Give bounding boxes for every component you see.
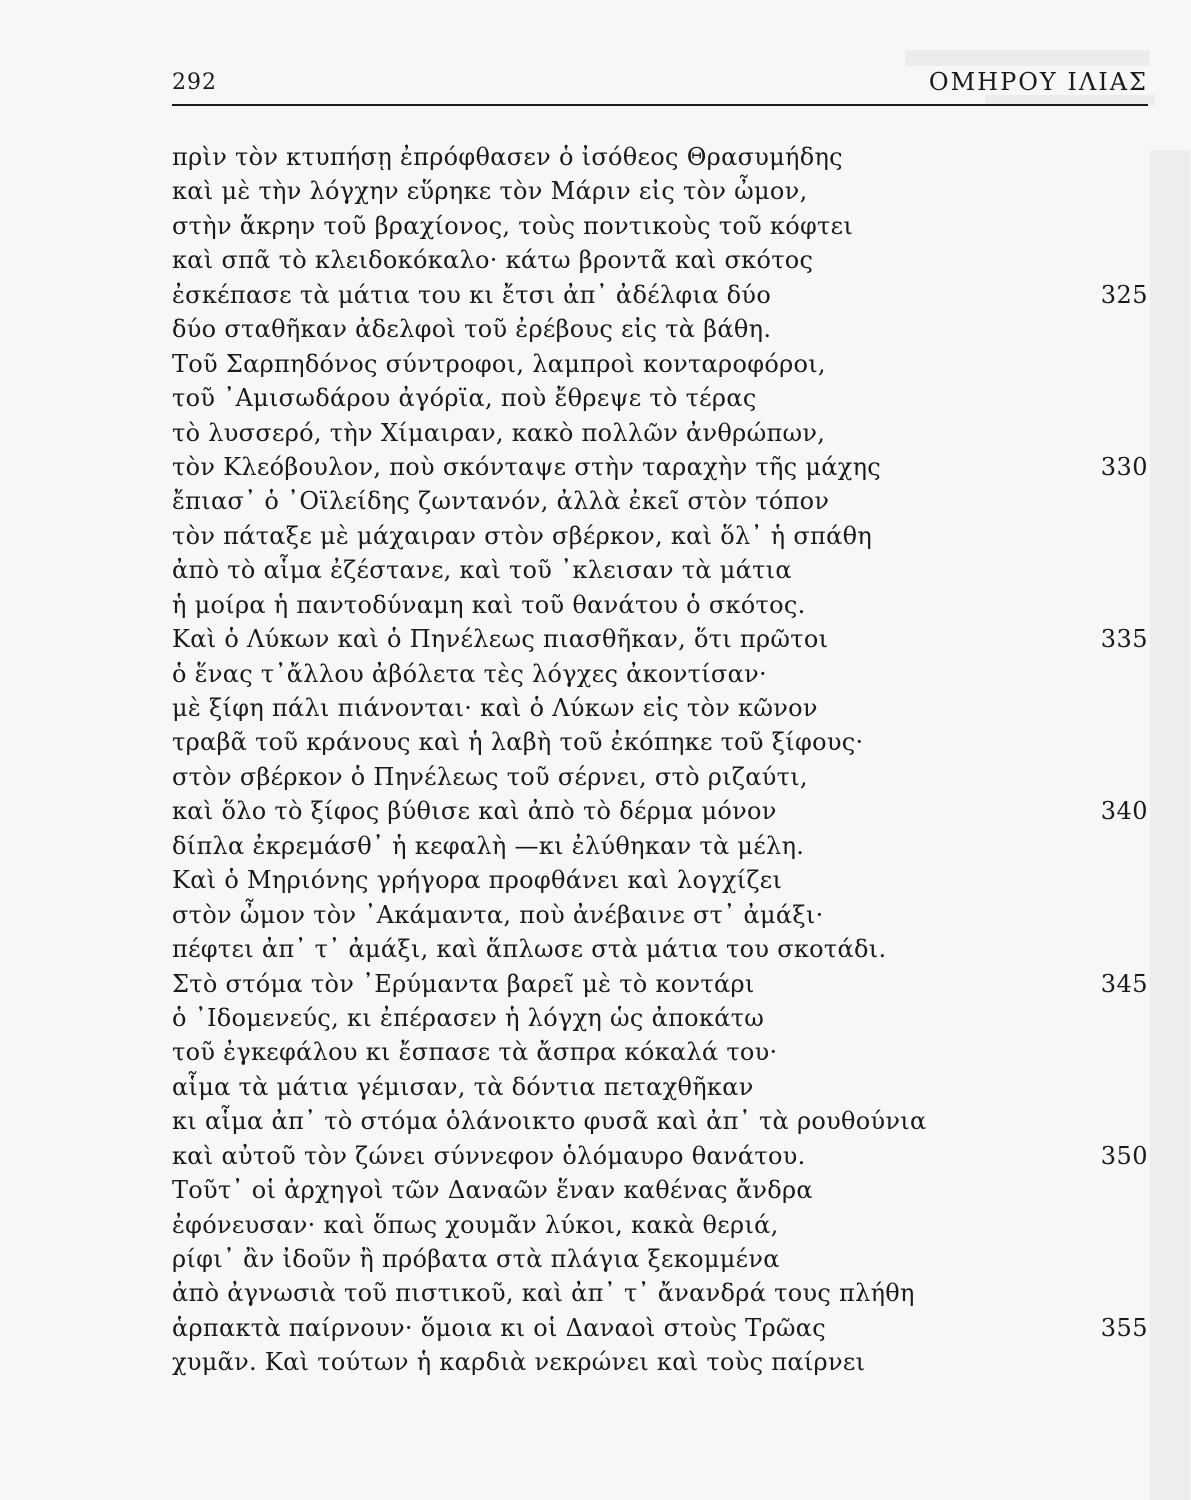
page-header [172,66,1148,106]
line-number: 355 [1100,1313,1148,1342]
verse-text: ἀπὸ ἀγνωσιὰ τοῦ πιστικοῦ, καὶ ἀπ᾽ τ᾽ ἄνανδρά τους πλήθη [172,1279,915,1308]
verse-text: καὶ σπᾶ τὸ κλειδοκόκαλο· κάτω βροντᾶ καὶ σκότος [172,246,814,275]
verse-line [172,863,1148,897]
verse-line [172,1242,1148,1276]
verse-text: Τοῦτ᾽ οἱ ἀρχηγοὶ τῶν Δαναῶν ἕναν καθένας ἄνδρα [172,1176,813,1205]
verse-text: τραβᾶ τοῦ κράνους καὶ ἡ λαβὴ τοῦ ἐκόπηκε τοῦ ξίφους· [172,728,864,757]
verse-text: δύο σταθῆκαν ἀδελφοὶ τοῦ ἐρέβους εἰς τὰ βάθη. [172,315,772,344]
verse-text: ἀπὸ τὸ αἷμα ἐζέστανε, καὶ τοῦ ᾿κλεισαν τὰ μάτια [172,556,792,585]
verse-text: ὁ ἕνας τ᾽ἄλλου ἀβόλετα τὲς λόγχες ἀκοντίσαν· [172,659,767,688]
verse-line [172,1311,1148,1345]
verse-text: ἐσκέπασε τὰ μάτια του κι ἔτσι ἀπ᾽ ἀδέλφια δύο [172,280,772,309]
verse-line [172,657,1148,691]
verse-text: στὸν ὦμον τὸν ᾿Ακάμαντα, ποὺ ἀνέβαινε στ᾽ ἀμάξι· [172,900,824,929]
verse-text: Τοῦ Σαρπηδόνος σύντροφοι, λαμπροὶ κονταροφόροι, [172,349,826,378]
verse-line [172,1276,1148,1310]
verse-text: δίπλα ἐκρεμάσθ᾽ ἡ κεφαλὴ —κι ἐλύθηκαν τὰ μέλη. [172,831,805,860]
verse-line [172,553,1148,587]
verse-text: αἷμα τὰ μάτια γέμισαν, τὰ δόντια πεταχθῆκαν [172,1072,754,1101]
verse-line [172,588,1148,622]
verse-text: ὁ ᾿Ιδομενεύς, κι ἐπέρασεν ἡ λόγχη ὡς ἀποκάτω [172,1003,765,1032]
verse-line [172,519,1148,553]
verse-line [172,484,1148,518]
verse-text: ἐφόνευσαν· καὶ ὅπως χουμᾶν λύκοι, κακὰ θεριά, [172,1210,779,1239]
verse-text: χυμᾶν. Καὶ τούτων ἡ καρδιὰ νεκρώνει καὶ τοὺς παίρνει [172,1348,866,1377]
verse-line [172,725,1148,759]
verse-line [172,209,1148,243]
verse-line [172,932,1148,966]
verse-line [172,829,1148,863]
header-rule [172,104,1148,106]
verse-line [172,1139,1148,1173]
verse-text: τοῦ ἐγκεφάλου κι ἔσπασε τὰ ἄσπρα κόκαλά του· [172,1038,778,1067]
verse-text: τοῦ ᾿Αμισωδάρου ἀγόρϊα, ποὺ ἔθρεψε τὸ τέρας [172,384,757,413]
verse-text: πρὶν τὸν κτυπήσῃ ἐπρόφθασεν ὁ ἰσόθεος Θρασυμήδης [172,143,843,171]
verse-line [172,1035,1148,1069]
line-number: 345 [1100,969,1148,998]
verse-text: τὸν Κλεόβουλον, ποὺ σκόνταψε στὴν ταραχὴν τῆς μάχης [172,452,882,481]
verse-text: πέφτει ἀπ᾽ τ᾽ ἀμάξι, καὶ ἅπλωσε στὰ μάτια του σκοτάδι. [172,935,887,964]
verse-line [172,622,1148,656]
verse-text: ρίφι᾽ ἂν ἰδοῦν ἢ πρόβατα στὰ πλάγια ξεκομμένα [172,1245,780,1273]
verse-text: καὶ αὐτοῦ τὸν ζώνει σύννεφον ὁλόμαυρο θανάτου. [172,1141,806,1170]
line-number: 335 [1100,625,1148,654]
verse-text: ἡ μοίρα ἡ παντοδύναμη καὶ τοῦ θανάτου ὁ σκότος. [172,590,806,619]
verse-line [172,278,1148,312]
verse-line [172,1173,1148,1207]
verse-line [172,1001,1148,1035]
verse-line [172,381,1148,415]
verse-line [172,1208,1148,1242]
verse-list [172,140,1148,1380]
verse-text: κι αἷμα ἀπ᾽ τὸ στόμα ὁλάνοικτο φυσᾶ καὶ ἀπ᾽ τὰ ρουθούνια [172,1107,927,1136]
verse-line [172,243,1148,277]
verse-line [172,691,1148,725]
line-number: 330 [1100,452,1148,481]
verse-text: μὲ ξίφη πάλι πιάνονται· καὶ ὁ Λύκων εἰς τὸν κῶνον [172,694,818,722]
verse-text: στὴν ἄκρην τοῦ βραχίονος, τοὺς ποντικοὺς τοῦ κόφτει [172,211,854,240]
verse-line [172,416,1148,450]
verse-line [172,1345,1148,1379]
verse-text: καὶ μὲ τὴν λόγχην εὕρηκε τὸν Μάριν εἰς τὸν ὦμον, [172,177,808,206]
verse-text: ἁρπακτὰ παίρνουν· ὅμοια κι οἱ Δαναοὶ στοὺς Τρῶας [172,1313,826,1342]
verse-text: στὸν σβέρκον ὁ Πηνέλεως τοῦ σέρνει, στὸ ριζαύτι, [172,762,808,791]
verse-text: Καὶ ὁ Λύκων καὶ ὁ Πηνέλεως πιασθῆκαν, ὅτι πρῶτοι [172,625,829,654]
verse-text: τὸ λυσσερό, τὴν Χίμαιραν, κακὸ πολλῶν ἀνθρώπων, [172,418,826,447]
verse-line [172,140,1148,174]
running-title: ΟΜΗΡΟΥ ΙΛΙΑΣ [928,68,1148,96]
verse-line [172,347,1148,381]
verse-line [172,967,1148,1001]
line-number: 325 [1100,280,1148,309]
verse-text: τὸν πάταξε μὲ μάχαιραν στὸν σβέρκον, καὶ ὅλ᾽ ἡ σπάθη [172,521,873,550]
verse-line [172,1070,1148,1104]
verse-line [172,898,1148,932]
verse-line [172,760,1148,794]
verse-line [172,312,1148,346]
line-number: 340 [1100,797,1148,826]
verse-text: ἔπιασ᾽ ὁ ᾿Οϊλείδης ζωντανόν, ἀλλὰ ἐκεῖ στὸν τόπον [172,487,830,516]
verse-line [172,1104,1148,1138]
page-number: 292 [172,70,217,95]
verse-text: Στὸ στόμα τὸν ᾿Ερύμαντα βαρεῖ μὲ τὸ κοντάρι [172,969,755,998]
verse-text: καὶ ὅλο τὸ ξίφος βύθισε καὶ ἀπὸ τὸ δέρμα μόνον [172,797,777,826]
verse-line [172,794,1148,828]
verse-line [172,174,1148,208]
verse-text: Καὶ ὁ Μηριόνης γρήγορα προφθάνει καὶ λογχίζει [172,866,783,895]
verse-line [172,450,1148,484]
line-number: 350 [1100,1141,1148,1170]
